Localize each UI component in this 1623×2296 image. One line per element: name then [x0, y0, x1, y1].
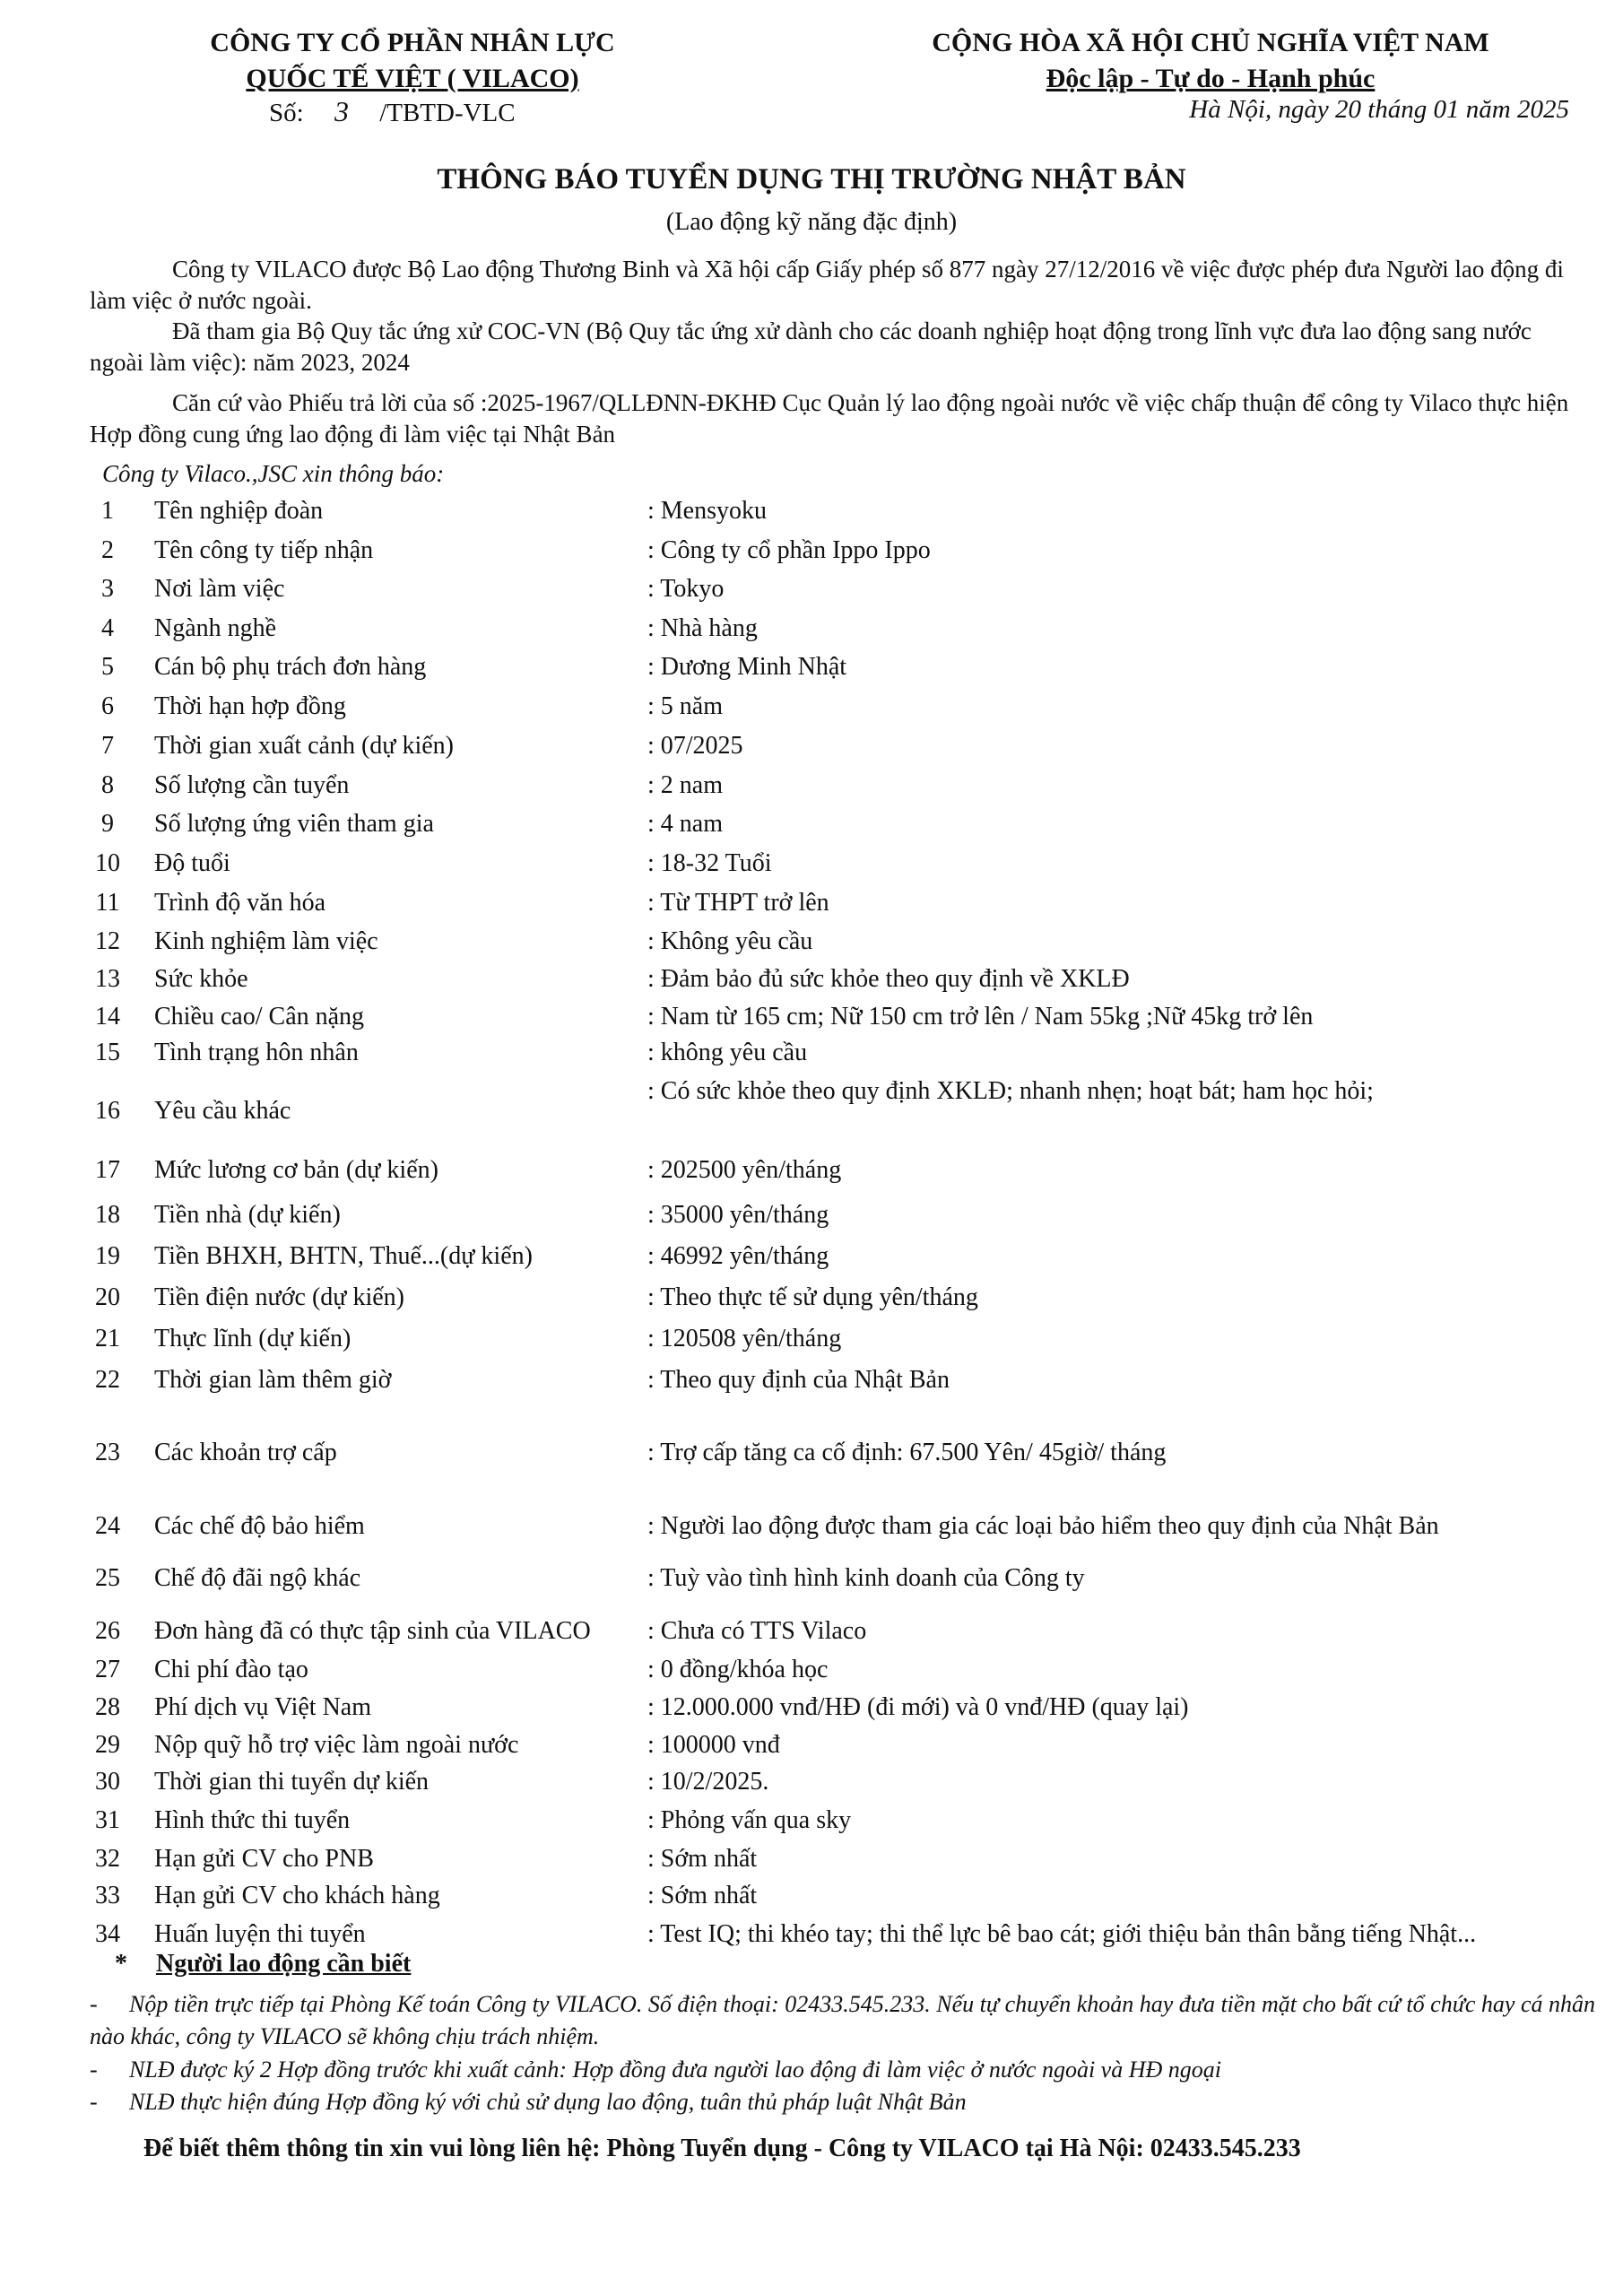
item-value: : Mensyoku	[647, 497, 767, 525]
list-item	[0, 1731, 1623, 1767]
item-value: : 10/2/2025.	[647, 1768, 769, 1796]
item-number: 6	[101, 692, 114, 720]
note-dash: -	[90, 2057, 98, 2083]
item-value: : Không yêu cầu	[647, 927, 813, 955]
item-value: : Sớm nhất	[647, 1845, 758, 1873]
item-value: : Có sức khỏe theo quy định XKLĐ; nhanh nhẹn; hoạt bát; ham học hỏi;	[647, 1077, 1374, 1105]
item-value: : Chưa có TTS Vilaco	[647, 1617, 867, 1645]
item-number: 3	[101, 575, 114, 603]
item-number: 13	[95, 965, 120, 993]
national-motto: Độc lập - Tự do - Hạnh phúc	[1046, 64, 1376, 93]
item-number: 10	[95, 849, 120, 877]
doc-number-prefix: Số:	[269, 99, 304, 127]
item-value: : không yêu cầu	[647, 1039, 808, 1066]
list-item	[0, 771, 1623, 807]
list-item	[0, 1656, 1623, 1692]
item-value: : Người lao động được tham gia các loại bảo hiểm theo quy định của Nhật Bản	[647, 1512, 1439, 1540]
company-header	[179, 25, 646, 97]
list-item	[0, 575, 1623, 611]
list-item	[0, 653, 1623, 689]
item-label: Tiền BHXH, BHTN, Thuế...(dự kiến)	[154, 1242, 533, 1270]
document-number	[269, 95, 516, 128]
item-value: : Tuỳ vào tình hình kinh doanh của Công ty	[647, 1564, 1085, 1592]
list-item	[0, 1003, 1623, 1039]
item-value: : Dương Minh Nhật	[647, 653, 847, 681]
item-value: : Nam từ 165 cm; Nữ 150 cm trở lên / Nam 55kg ;Nữ 45kg trở lên	[647, 1003, 1314, 1031]
item-label: Cán bộ phụ trách đơn hàng	[154, 653, 427, 681]
item-value: : 18-32 Tuổi	[647, 849, 772, 877]
note-compliance	[90, 2086, 1596, 2118]
item-label: Thời hạn hợp đồng	[154, 692, 346, 720]
item-number: 14	[95, 1003, 120, 1031]
item-value: : 0 đồng/khóa học	[647, 1656, 829, 1683]
list-item	[0, 889, 1623, 925]
item-number: 34	[95, 1920, 120, 1948]
item-label: Thời gian thi tuyển dự kiến	[154, 1768, 430, 1796]
item-number: 8	[101, 771, 114, 799]
item-number: 9	[101, 810, 114, 838]
item-number: 29	[95, 1731, 120, 1759]
item-value: : Công ty cổ phần Ippo Ippo	[647, 536, 931, 564]
list-item	[0, 614, 1623, 650]
item-number: 4	[101, 614, 114, 642]
item-number: 33	[95, 1882, 120, 1909]
item-label: Đơn hàng đã có thực tập sinh của VILACO	[154, 1617, 591, 1645]
item-value: : Phỏng vấn qua sky	[647, 1806, 852, 1834]
list-item	[0, 810, 1623, 846]
note-dash: -	[90, 1991, 98, 2017]
item-number: 30	[95, 1768, 120, 1796]
list-item	[0, 1156, 1623, 1192]
item-value: : 35000 yên/tháng	[647, 1201, 829, 1229]
list-item	[0, 1201, 1623, 1237]
item-number: 19	[95, 1242, 120, 1270]
item-value: : Sớm nhất	[647, 1882, 758, 1909]
item-number: 11	[95, 889, 120, 917]
item-number: 32	[95, 1845, 120, 1873]
item-label: Nộp quỹ hỗ trợ việc làm ngoài nước	[154, 1731, 519, 1759]
item-label: Tiền điện nước (dự kiến)	[154, 1283, 404, 1311]
item-label: Ngành nghề	[154, 614, 277, 642]
item-value: : 07/2025	[647, 732, 743, 760]
item-number: 31	[95, 1806, 120, 1834]
item-value: : Trợ cấp tăng ca cố định: 67.500 Yên/ 45giờ/ tháng	[647, 1439, 1167, 1466]
note-text: NLĐ thực hiện đúng Hợp đồng ký với chủ sử dụng lao động, tuân thủ pháp luật Nhật Bản	[129, 2089, 967, 2115]
document-subtitle: (Lao động kỹ năng đặc định)	[665, 208, 958, 236]
list-item	[0, 1439, 1623, 1474]
item-label: Số lượng cần tuyển	[154, 771, 350, 799]
item-label: Số lượng ứng viên tham gia	[154, 810, 434, 838]
national-header	[843, 25, 1578, 97]
item-label: Trình độ văn hóa	[154, 889, 326, 917]
item-number: 26	[95, 1617, 120, 1645]
item-label: Tên công ty tiếp nhận	[154, 536, 374, 564]
item-value: : 4 nam	[647, 810, 723, 838]
item-label: Thời gian xuất cảnh (dự kiến)	[154, 732, 454, 760]
item-number: 22	[95, 1366, 120, 1394]
item-number: 18	[95, 1201, 120, 1229]
notes-heading-text: Người lao động cần biết	[156, 1950, 412, 1978]
list-item	[0, 1325, 1623, 1361]
list-item	[0, 849, 1623, 885]
item-number: 24	[95, 1512, 120, 1540]
item-label: Chế độ đãi ngộ khác	[154, 1564, 361, 1592]
item-label: Hạn gửi CV cho PNB	[154, 1845, 374, 1873]
item-value: : 120508 yên/tháng	[647, 1325, 842, 1352]
doc-number-suffix: /TBTD-VLC	[379, 99, 516, 127]
company-name-line2: QUỐC TẾ VIỆT ( VILACO)	[246, 64, 579, 93]
company-name-line1: CÔNG TY CỔ PHẦN NHÂN LỰC	[210, 28, 615, 57]
item-value: : Nhà hàng	[647, 614, 758, 642]
item-number: 21	[95, 1325, 120, 1352]
item-number: 1	[101, 497, 114, 525]
item-number: 27	[95, 1656, 120, 1683]
note-text: Nộp tiền trực tiếp tại Phòng Kế toán Công ty VILACO. Số điện thoại: 02433.545.233. Nếu tự chuyển khoản hay đưa tiền mặt cho bất cứ tổ chức hay cá nhân nào khác, công ty VILACO sẽ không chịu trách nhiệm.	[90, 1991, 1595, 2049]
item-value: : 12.000.000 vnđ/HĐ (đi mới) và 0 vnđ/HĐ (quay lại)	[647, 1693, 1189, 1721]
item-value: : 5 năm	[647, 692, 723, 720]
list-item	[0, 1617, 1623, 1653]
item-value: : Từ THPT trở lên	[647, 889, 829, 917]
doc-number-handwritten: 3	[334, 95, 349, 127]
item-label: Phí dịch vụ Việt Nam	[154, 1693, 372, 1721]
item-value: : 100000 vnđ	[647, 1731, 780, 1759]
document-date: Hà Nội, ngày 20 tháng 01 năm 2025	[1189, 95, 1569, 124]
item-number: 23	[95, 1439, 120, 1466]
notes-heading	[115, 1950, 411, 1979]
item-number: 16	[95, 1097, 120, 1125]
item-number: 25	[95, 1564, 120, 1592]
item-label: Nơi làm việc	[154, 575, 285, 603]
item-value: : Đảm bảo đủ sức khỏe theo quy định về XKLĐ	[647, 965, 1130, 993]
item-value: : 46992 yên/tháng	[647, 1242, 829, 1270]
item-number: 17	[95, 1156, 120, 1184]
item-label: Chiều cao/ Cân nặng	[154, 1003, 365, 1031]
item-label: Chi phí đào tạo	[154, 1656, 308, 1683]
item-label: Hạn gửi CV cho khách hàng	[154, 1882, 440, 1909]
list-item	[0, 965, 1623, 1001]
item-label: Kinh nghiệm làm việc	[154, 927, 378, 955]
item-label: Tình trạng hôn nhân	[154, 1039, 359, 1066]
list-item	[0, 1242, 1623, 1278]
list-item	[0, 692, 1623, 728]
list-item	[0, 927, 1623, 963]
list-item	[0, 1077, 1623, 1133]
document-title: THÔNG BÁO TUYỂN DỤNG THỊ TRƯỜNG NHẬT BẢN	[437, 163, 1186, 196]
item-label: Hình thức thi tuyển	[154, 1806, 351, 1834]
item-label: Thực lĩnh (dự kiến)	[154, 1325, 352, 1352]
item-label: Độ tuổi	[154, 849, 230, 877]
coc-paragraph: Đã tham gia Bộ Quy tắc ứng xử COC-VN (Bộ Quy tắc ứng xử dành cho các doanh nghiệp hoạt động trong lĩnh vực đưa lao động sang nước ngoài làm việc): năm 2023, 2024	[90, 317, 1532, 376]
item-value: : 2 nam	[647, 771, 723, 799]
list-item	[0, 1564, 1623, 1600]
item-label: Sức khỏe	[154, 965, 248, 993]
list-item	[0, 536, 1623, 572]
list-item	[0, 1845, 1623, 1881]
item-value: : Theo quy định của Nhật Bản	[647, 1366, 950, 1394]
list-item	[0, 497, 1623, 533]
approval-paragraph: Căn cứ vào Phiếu trả lời của số :2025-1967/QLLĐNN-ĐKHĐ Cục Quản lý lao động ngoài nước về việc chấp thuận để công ty Vilaco thực hiện Hợp đồng cung ứng lao động đi làm việc tại Nhật Bản	[90, 389, 1569, 448]
notes-star: *	[115, 1950, 127, 1978]
note-text: NLĐ được ký 2 Hợp đồng trước khi xuất cảnh: Hợp đồng đưa người lao động đi làm việc ở nước ngoài và HĐ ngoại	[129, 2057, 1221, 2083]
item-label: Huấn luyện thi tuyển	[154, 1920, 366, 1948]
item-value: : Theo thực tế sử dụng yên/tháng	[647, 1283, 978, 1311]
national-name: CỘNG HÒA XÃ HỘI CHỦ NGHĨA VIỆT NAM	[932, 28, 1489, 57]
list-item	[0, 1512, 1623, 1548]
note-dash: -	[90, 2089, 98, 2115]
item-label: Các khoản trợ cấp	[154, 1439, 337, 1466]
item-number: 15	[95, 1039, 120, 1066]
item-label: Tên nghiệp đoàn	[154, 497, 324, 525]
item-label: Thời gian làm thêm giờ	[154, 1366, 392, 1394]
list-item	[0, 1283, 1623, 1319]
intro-line: Công ty Vilaco.,JSC xin thông báo:	[102, 460, 445, 487]
list-item	[0, 1768, 1623, 1804]
item-number: 20	[95, 1283, 120, 1311]
list-item	[0, 1693, 1623, 1729]
item-value: : Test IQ; thi khéo tay; thi thể lực bê bao cát; giới thiệu bản thân bằng tiếng Nhật...	[647, 1920, 1477, 1948]
list-item	[0, 1366, 1623, 1402]
item-number: 2	[101, 536, 114, 564]
item-number: 12	[95, 927, 120, 955]
item-number: 28	[95, 1693, 120, 1721]
item-label: Các chế độ bảo hiểm	[154, 1512, 365, 1540]
item-label: Mức lương cơ bản (dự kiến)	[154, 1156, 438, 1184]
item-value: : 202500 yên/tháng	[647, 1156, 842, 1184]
note-payment	[90, 1988, 1596, 2053]
item-label: Yêu cầu khác	[154, 1097, 291, 1125]
contact-line: Để biết thêm thông tin xin vui lòng liên hệ: Phòng Tuyển dụng - Công ty VILACO tại Hà Nội: 02433.545.233	[143, 2135, 1301, 2162]
list-item	[0, 1882, 1623, 1918]
note-contracts	[90, 2054, 1596, 2086]
list-item	[0, 1039, 1623, 1074]
item-number: 5	[101, 653, 114, 681]
item-number: 7	[101, 732, 114, 760]
item-value: : Tokyo	[647, 575, 725, 603]
list-item	[0, 732, 1623, 768]
item-label: Tiền nhà (dự kiến)	[154, 1201, 341, 1229]
license-paragraph: Công ty VILACO được Bộ Lao động Thương Binh và Xã hội cấp Giấy phép số 877 ngày 27/12/2016 về việc được phép đưa Người lao động đi làm việc ở nước ngoài.	[90, 256, 1564, 314]
list-item	[0, 1806, 1623, 1842]
